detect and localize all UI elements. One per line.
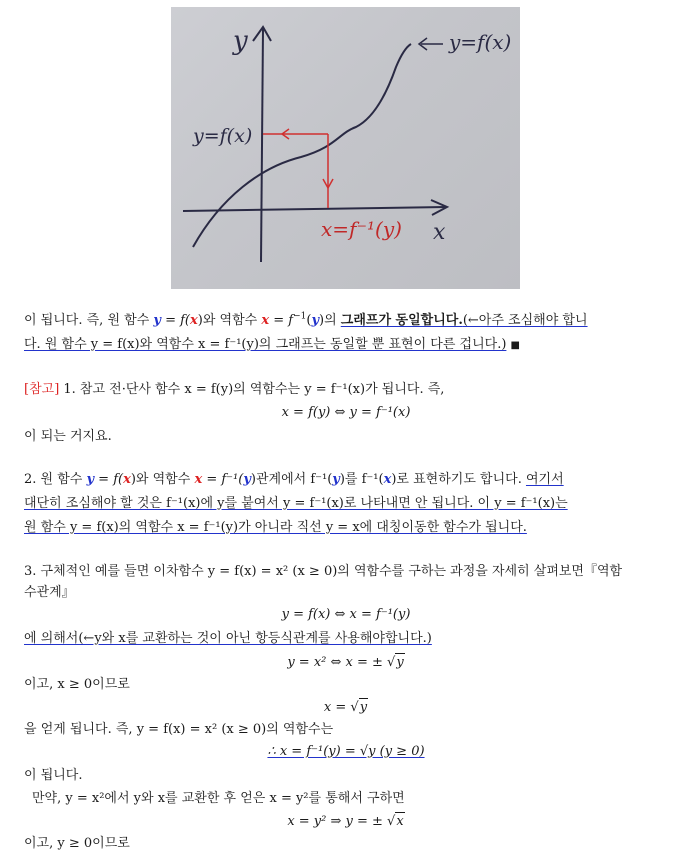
var-x: x [194, 472, 203, 487]
p4-line4 [24, 630, 668, 647]
p4-equation2 [24, 653, 668, 671]
var-y: y [86, 472, 95, 487]
x-axis [183, 207, 446, 211]
p4-equation3 [24, 698, 668, 716]
p4-line10: 이 됩니다. [24, 768, 83, 783]
underlined-text: (←아주 조심해야 합니 [462, 313, 588, 328]
var-y: y [153, 313, 161, 328]
text: 이 됩니다. 즉, 원 함수 [24, 313, 154, 328]
var-x: x [383, 472, 392, 487]
underlined-text: 에 의해서(←y와 x를 교환하는 것이 아닌 항등식관계를 사용해야합니다.) [24, 631, 432, 646]
p2-equation: x = f(y) ⇔ y = f⁻¹(x) [281, 405, 411, 420]
p4-equation1: y = f(x) ⇔ x = f⁻¹(y) [281, 607, 411, 622]
underlined-text: 원 함수 y = f(x)의 역함수 x = f⁻¹(y)가 아니라 직선 y = x에 대칭이동한 함수가 됩니다. [24, 520, 527, 535]
point-label: y=f(x) [193, 125, 253, 147]
p3-line3 [24, 519, 668, 536]
p4-equation4 [24, 743, 668, 760]
p4-line1: 3. 구체적인 예를 들면 이차함수 y = f(x) = x² (x ≥ 0)의 역함수를 구하는 과정을 자세히 살펴보면『역함 [24, 564, 623, 579]
p4-equation5 [24, 812, 668, 830]
text: )를 f⁻¹( [339, 472, 384, 487]
var-x: x [190, 313, 198, 328]
inverse-label: x=f⁻¹(y) [321, 217, 402, 241]
var-x: x [261, 313, 270, 328]
hand-drawn-graph [171, 7, 520, 289]
p1-line1 [24, 312, 668, 329]
p1-line2 [24, 336, 668, 354]
sqrt-arg: x [396, 814, 404, 829]
p2-line3: 이 되는 거지요. [24, 429, 112, 444]
p4-line8: 을 얻게 됩니다. 즉, y = f(x) = x² (x ≥ 0)의 역함수는 [24, 722, 334, 737]
text: = f [269, 313, 294, 328]
underlined-text: 여기서 [525, 472, 564, 487]
underlined-text: ∴ x = f⁻¹(y) = √y (y ≥ 0) [267, 744, 425, 759]
curve-label: y=f(x) [449, 30, 512, 54]
text: 1. 참고 전·단사 함수 x = f(y)의 역함수는 y = f⁻¹(x)가 됩니다. 즉, [59, 382, 445, 397]
p3-line1 [24, 471, 668, 488]
superscript: −1 [293, 311, 307, 322]
text: )관계에서 f⁻¹( [250, 472, 333, 487]
p3-line2 [24, 495, 668, 512]
var-y: y [243, 472, 251, 487]
underlined-text: 다. 원 함수 y = f(x)와 역함수 x = f⁻¹(y)의 그래프는 동일할 뿐 표현이 다른 겁니다.) [24, 337, 507, 352]
p2-line1 [24, 381, 668, 398]
var-x: x [123, 472, 131, 487]
end-mark: ■ [510, 340, 520, 351]
text: )의 [319, 313, 341, 328]
p4-line2: 수관계』 [24, 585, 75, 600]
underlined-text: 그래프가 동일합니다. [340, 313, 463, 328]
text: = f( [94, 472, 124, 487]
x-axis-label: x [433, 220, 446, 245]
graph-photo [171, 7, 520, 289]
text: ( [306, 313, 312, 328]
p4-line11: 만약, y = x²에서 y와 x를 교환한 후 얻은 x = y²를 통해서 구하면 [32, 791, 405, 806]
text: x = y² ⇒ y = ± √ [287, 814, 396, 829]
var-y: y [332, 472, 340, 487]
sqrt-arg: y [396, 655, 404, 670]
text: )와 역함수 [130, 472, 195, 487]
p4-line13: 이고, y ≥ 0이므로 [24, 836, 130, 851]
y-axis [261, 29, 263, 262]
text: )와 역함수 [197, 313, 262, 328]
text: = f( [160, 313, 190, 328]
p4-line6: 이고, x ≥ 0이므로 [24, 677, 130, 692]
underlined-text: 대단히 조심해야 할 것은 f⁻¹(x)에 y를 붙여서 y = f⁻¹(x)로 나타내면 안 됩니다. 이 y = f⁻¹(x)는 [24, 496, 568, 511]
text: = f⁻¹( [202, 472, 244, 487]
note-label: [참고] [24, 382, 60, 397]
sqrt-arg: y [359, 700, 368, 715]
y-axis-label: y [233, 26, 248, 56]
text: x = √ [323, 700, 359, 715]
text: 2. 원 함수 [24, 472, 87, 487]
var-y: y [311, 313, 319, 328]
text: )로 표현하기도 합니다. [391, 472, 526, 487]
text: y = x² ⇔ x = ± √ [287, 655, 396, 670]
